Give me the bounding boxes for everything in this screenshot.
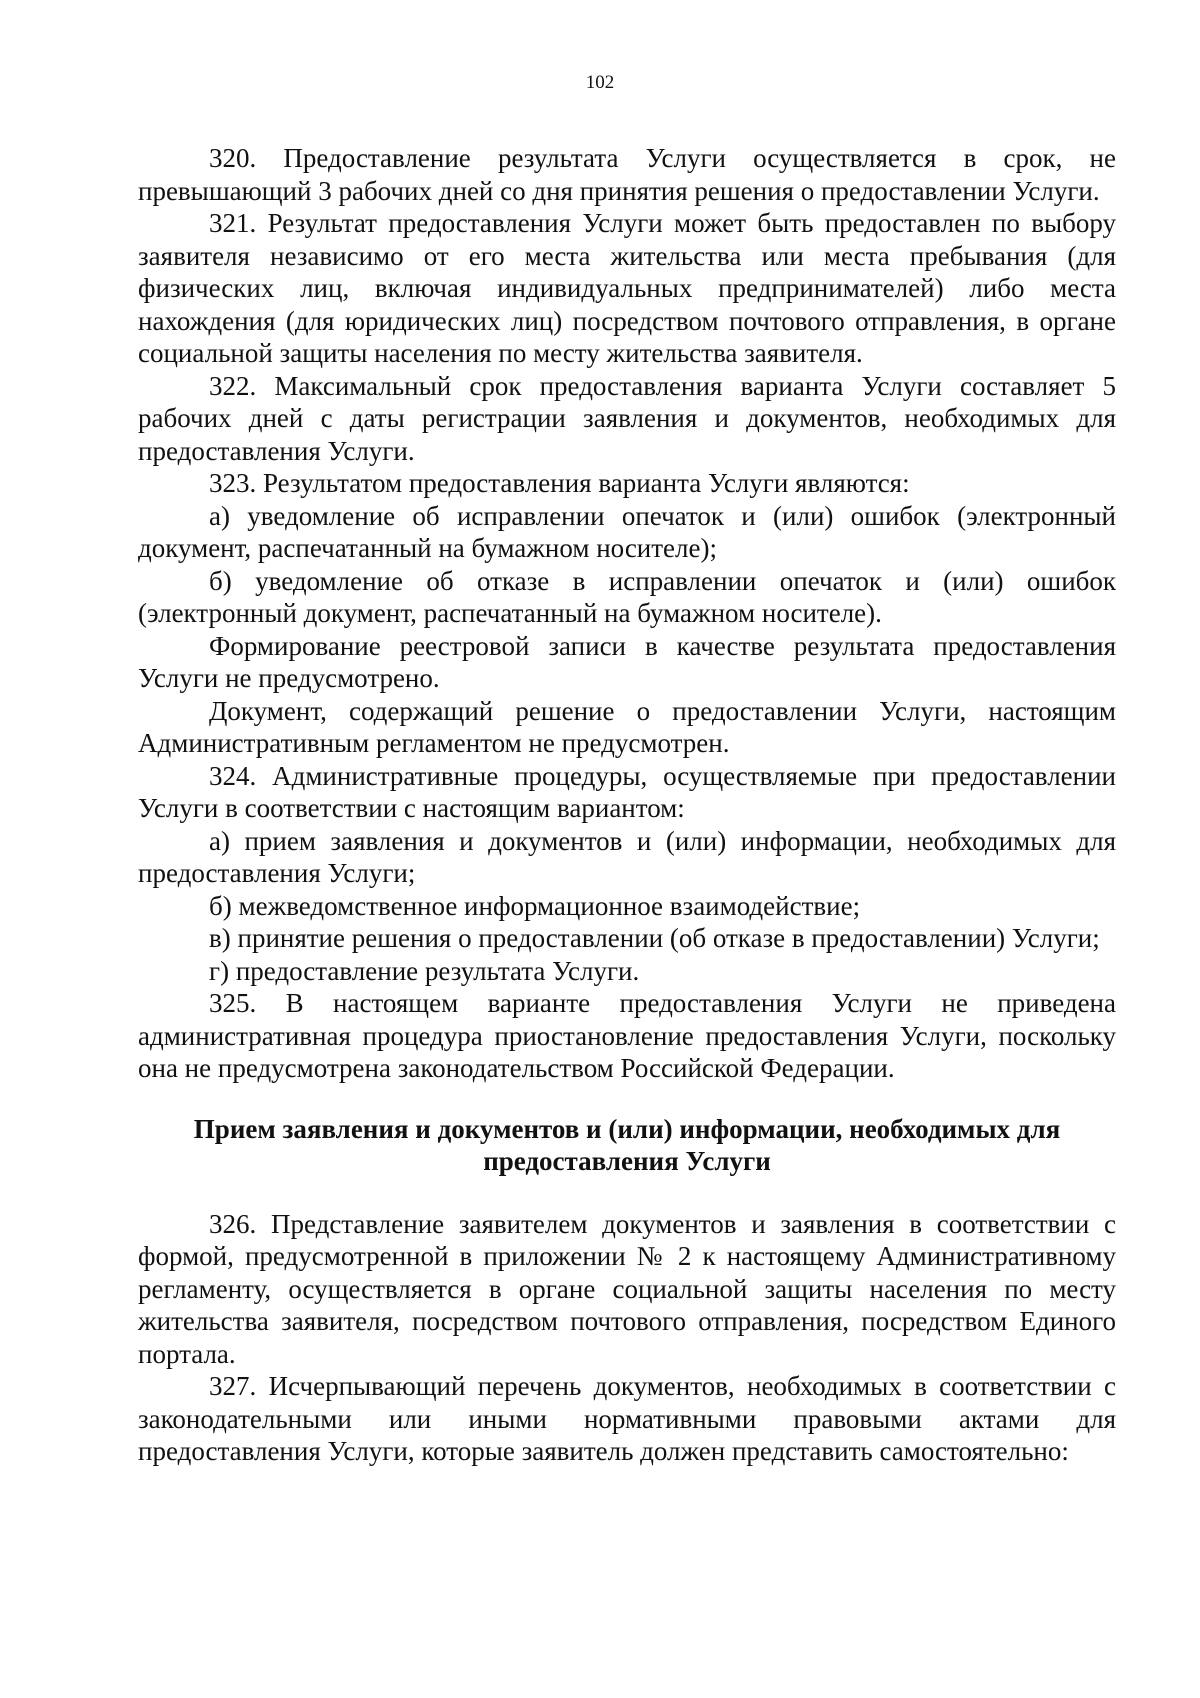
paragraph-327: 327. Исчерпывающий перечень документов, необходимых в соответствии с законодательными или иными нормативными правовыми актами для предоставления Услуги, которые заявитель должен представить самостоятельно: (138, 1371, 1116, 1466)
paragraph-323-b: б) уведомление об отказе в исправлении опечаток и (или) ошибок (электронный документ, распечатанный на бумажном носителе). (138, 565, 1116, 628)
paragraph-324-b: б) межведомственное информационное взаимодействие; (209, 890, 861, 921)
paragraph-326: 326. Представление заявителем документов и заявления в соответствии с формой, предусмотренной в приложении № 2 к настоящему Административному регламенту, осуществляется в органе социальной защиты населения по месту жительства заявителя, посредством почтового отправления, посредством Единого портала. (138, 1208, 1116, 1369)
page-number: 102 (585, 72, 615, 93)
document-body (138, 142, 1116, 1468)
paragraph-324-a: а) прием заявления и документов и (или) информации, необходимых для предоставления Услуги; (138, 825, 1116, 888)
paragraph-324-v: в) принятие решения о предоставлении (об отказе в предоставлении) Услуги; (209, 923, 1100, 953)
paragraph-320: 320. Предоставление результата Услуги осуществляется в срок, не превышающий 3 рабочих дней со дня принятия решения о предоставлении Услуги. (138, 143, 1116, 206)
section-heading (138, 1113, 1116, 1178)
paragraph-decision-document: Документ, содержащий решение о предоставлении Услуги, настоящим Административным регламентом не предусмотрен. (138, 695, 1116, 758)
paragraph-324-g: г) предоставление результата Услуги. (209, 955, 640, 986)
paragraph-registry-record: Формирование реестровой записи в качестве результата предоставления Услуги не предусмотрено. (138, 630, 1116, 693)
paragraph-321: 321. Результат предоставления Услуги может быть предоставлен по выбору заявителя независимо от его места жительства или места пребывания (для физических лиц, включая индивидуальных предпринимателей) либо места нахождения (для юридических лиц) посредством почтового отправления, в органе социальной защиты населения по месту жительства заявителя. (138, 208, 1116, 368)
section-heading-line-2: предоставления Услуги (483, 1146, 771, 1176)
paragraph-325: 325. В настоящем варианте предоставления Услуги не приведена административная процедура приостановление предоставления Услуги, поскольку она не предусмотрена законодательством Российской Федерации. (138, 988, 1116, 1083)
paragraph-323: 323. Результатом предоставления варианта Услуги являются: (209, 468, 910, 498)
section-heading-line-1: Прием заявления и документов и (или) информации, необходимых для (193, 1113, 1061, 1144)
paragraph-323-a: а) уведомление об исправлении опечаток и (или) ошибок (электронный документ, распечатанный на бумажном носителе); (138, 500, 1116, 563)
paragraph-324: 324. Административные процедуры, осуществляемые при предоставлении Услуги в соответствии с настоящим вариантом: (138, 760, 1116, 823)
paragraph-322: 322. Максимальный срок предоставления варианта Услуги составляет 5 рабочих дней с даты регистрации заявления и документов, необходимых для предоставления Услуги. (138, 370, 1116, 466)
